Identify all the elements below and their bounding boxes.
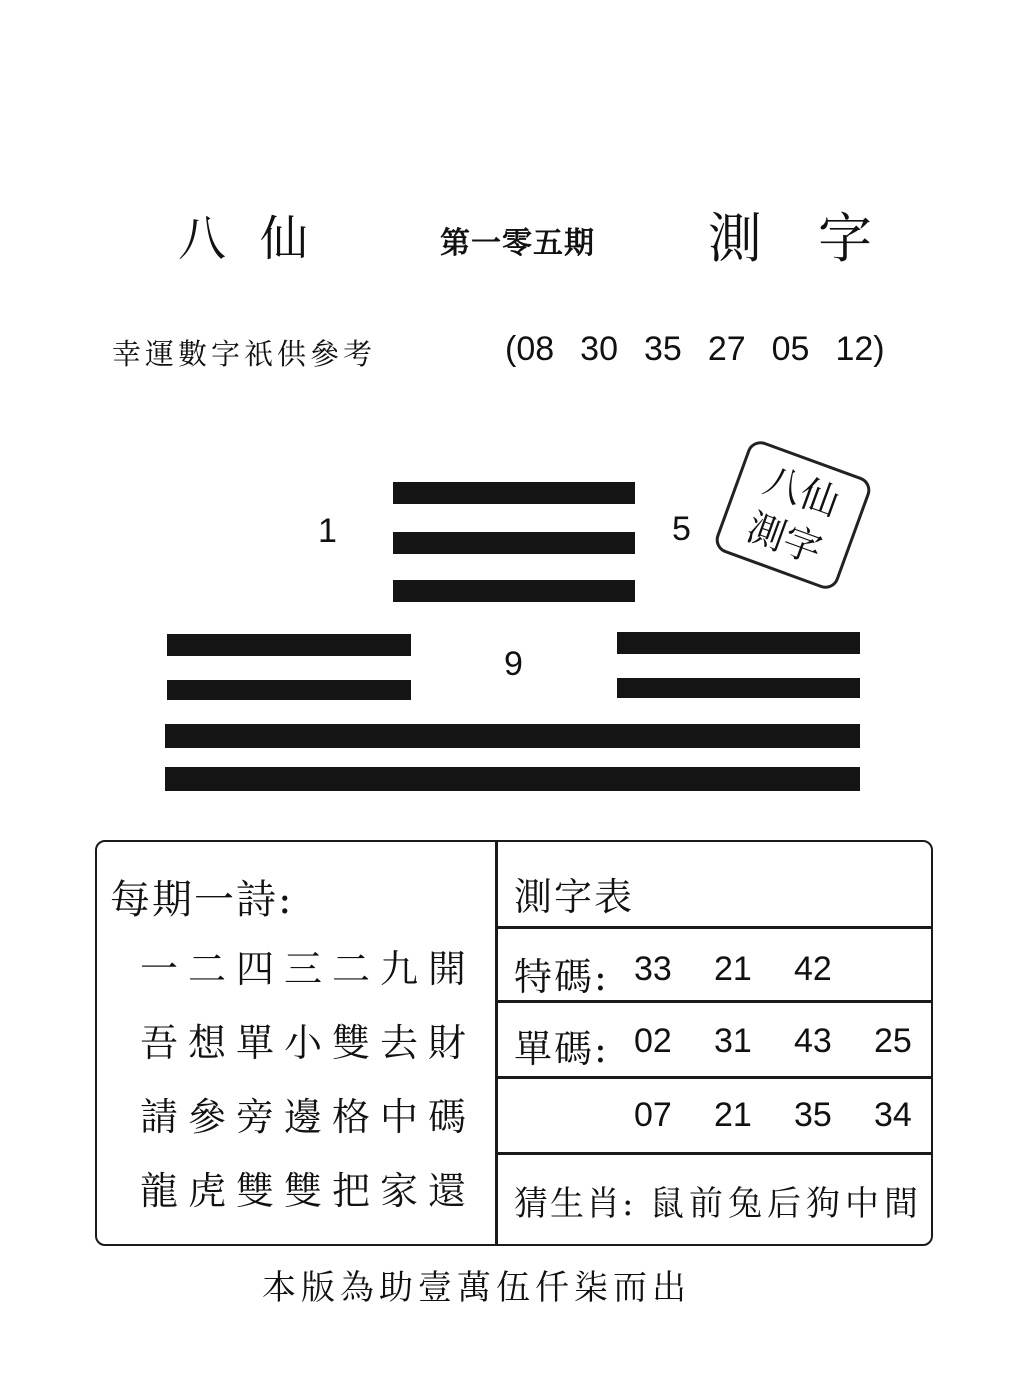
poem-line: 一二四三二九開	[140, 947, 477, 991]
number-center: 9	[504, 645, 523, 683]
table-row-divider	[497, 1076, 931, 1079]
table-header: 測字表	[514, 875, 635, 919]
header-right-title: 測字	[708, 207, 928, 270]
single-number: 34	[874, 1096, 912, 1134]
number-left: 1	[318, 512, 337, 550]
single-number: 43	[794, 1022, 832, 1060]
poem-title: 每期一詩:	[110, 877, 294, 923]
lucky-number: 27	[707, 330, 746, 368]
table-row-divider	[497, 1152, 931, 1155]
special-label: 特碼:	[514, 955, 609, 999]
single-numbers-row-2	[634, 1096, 954, 1135]
stamp-line-1: 八仙	[758, 457, 845, 526]
open-paren: (	[505, 330, 517, 368]
lucky-number: 30	[580, 330, 618, 368]
poem-line: 龍虎雙雙把家還	[140, 1169, 477, 1213]
single-number: 31	[714, 1022, 752, 1060]
footer-text: 本版為助壹萬伍仟柒而出	[262, 1268, 691, 1308]
top-bar-2	[393, 532, 635, 554]
stamp-line-2: 測字	[741, 504, 828, 573]
lucky-number: 35	[643, 330, 682, 368]
special-numbers	[634, 950, 874, 989]
full-bar-2	[165, 767, 860, 791]
single-number: 25	[874, 1022, 912, 1060]
top-bar-3	[393, 580, 635, 602]
top-bar-1	[393, 482, 635, 504]
poem-line: 吾想單小雙去財	[140, 1021, 477, 1065]
lucky-numbers	[505, 330, 885, 369]
number-right: 5	[672, 510, 691, 548]
table-row-divider	[497, 926, 931, 929]
lucky-number: 05	[771, 330, 810, 368]
full-bar-1	[165, 724, 860, 748]
special-number: 21	[714, 950, 752, 988]
single-number: 02	[634, 1022, 672, 1060]
special-number: 42	[794, 950, 832, 988]
zodiac-label: 猜生肖:	[514, 1184, 636, 1224]
zodiac-value: 鼠前兔后狗中間	[650, 1184, 923, 1224]
issue-number: 第一零五期	[440, 226, 595, 261]
left-bar-2	[167, 680, 411, 700]
single-number: 21	[714, 1096, 752, 1134]
single-number: 35	[794, 1096, 832, 1134]
lucky-number: 12	[835, 330, 874, 368]
single-number: 07	[634, 1096, 672, 1134]
right-bar-2	[617, 678, 860, 698]
lucky-number: 08	[516, 330, 555, 368]
lucky-numbers-label: 幸運數字祇供參考	[112, 337, 377, 371]
left-bar-1	[167, 634, 411, 656]
poem-line: 請參旁邊格中碼	[140, 1095, 477, 1139]
header-left-title: 八仙	[178, 211, 343, 267]
stamp	[712, 437, 875, 592]
single-label: 單碼:	[514, 1027, 609, 1071]
special-number: 33	[634, 950, 672, 988]
right-bar-1	[617, 632, 860, 654]
single-numbers-row-1	[634, 1022, 954, 1061]
close-paren: )	[873, 330, 885, 368]
table-divider	[495, 842, 498, 1244]
